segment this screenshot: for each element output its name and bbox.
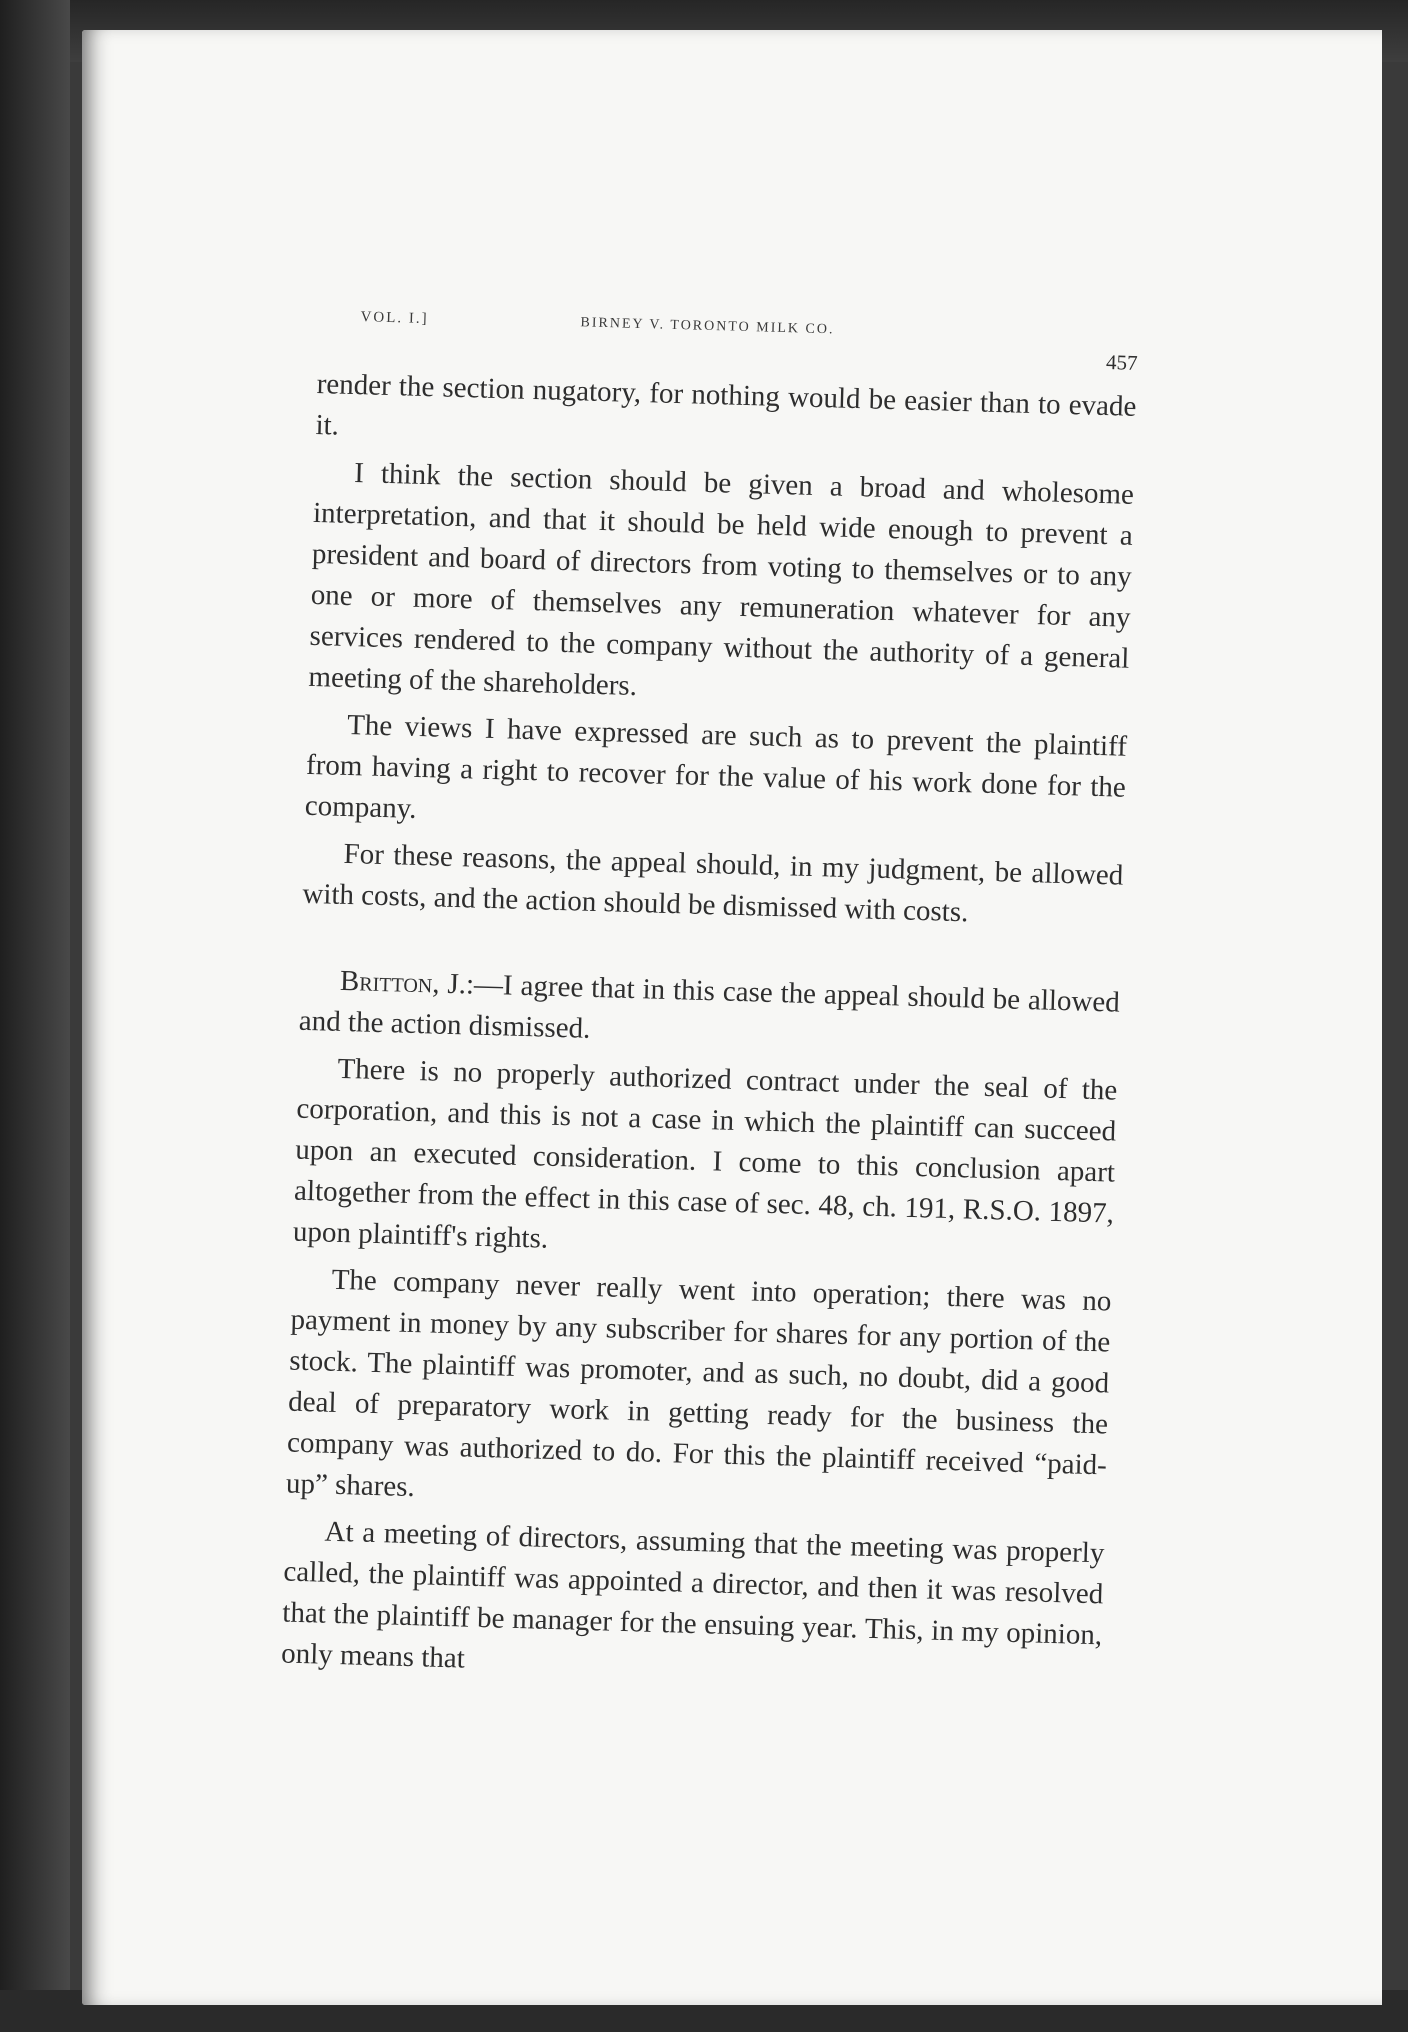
paragraph: I think the section should be given a broad and wholesome interpretation, and that it should be held wide enough to prevent a president and board of directors from voting to themselves or to any one or more of themselves any remuneration whatever for any services rendered to the company without the authority of a general meeting of the shareholders. (308, 457, 1135, 703)
book-spine-edge (0, 0, 70, 2032)
judge-name: Britton, J. (339, 964, 467, 1001)
britton-opinion-opening (298, 960, 1120, 1065)
paragraph: At a meeting of directors, assuming that the meeting was properly called, the plaintiff was appointed a director, and then it was resolved that the plaintiff be manager for the ensuing year. This, in my opinion, only means that (280, 1515, 1105, 1675)
case-title: BIRNEY V. TORONTO MILK CO. (580, 315, 835, 338)
page-number: 457 (1105, 350, 1138, 375)
paragraph: For these reasons, the appeal should, in my judgment, be allowed with costs, and the action should be dismissed with costs. (302, 837, 1124, 929)
volume-label: VOL. I.] (360, 309, 429, 328)
paragraph: render the section nugatory, for nothing would be easier than to evade it. (315, 367, 1137, 442)
book-page (82, 30, 1382, 2005)
paragraph: The company never really went into operation; there was no payment in money by any subscriber for shares for any portion of the stock. The plaintiff was promoter, and as such, no doubt, did a good deal of preparatory work in getting ready for the business the company was authorized to do. For this the plaintiff received “paid-up” shares. (285, 1263, 1112, 1504)
paragraph: There is no properly authorized contract under the seal of the corporation, and this is not a case in which the plaintiff can succeed upon an executed consideration. I come to this conclusion apart altogether from the effect in this case of sec. 48, ch. 191, R.S.O. 1897, upon plaintiff's rights. (292, 1052, 1118, 1255)
paragraph: The views I have expressed are such as to prevent the plaintiff from having a right to recover for the value of his work done for the company. (304, 708, 1128, 825)
body-text (281, 364, 1137, 1697)
britton-opening-text: :—I agree that in this case the appeal should be allowed and the action dismissed. (298, 968, 1121, 1045)
page-text-block (280, 302, 1138, 1703)
